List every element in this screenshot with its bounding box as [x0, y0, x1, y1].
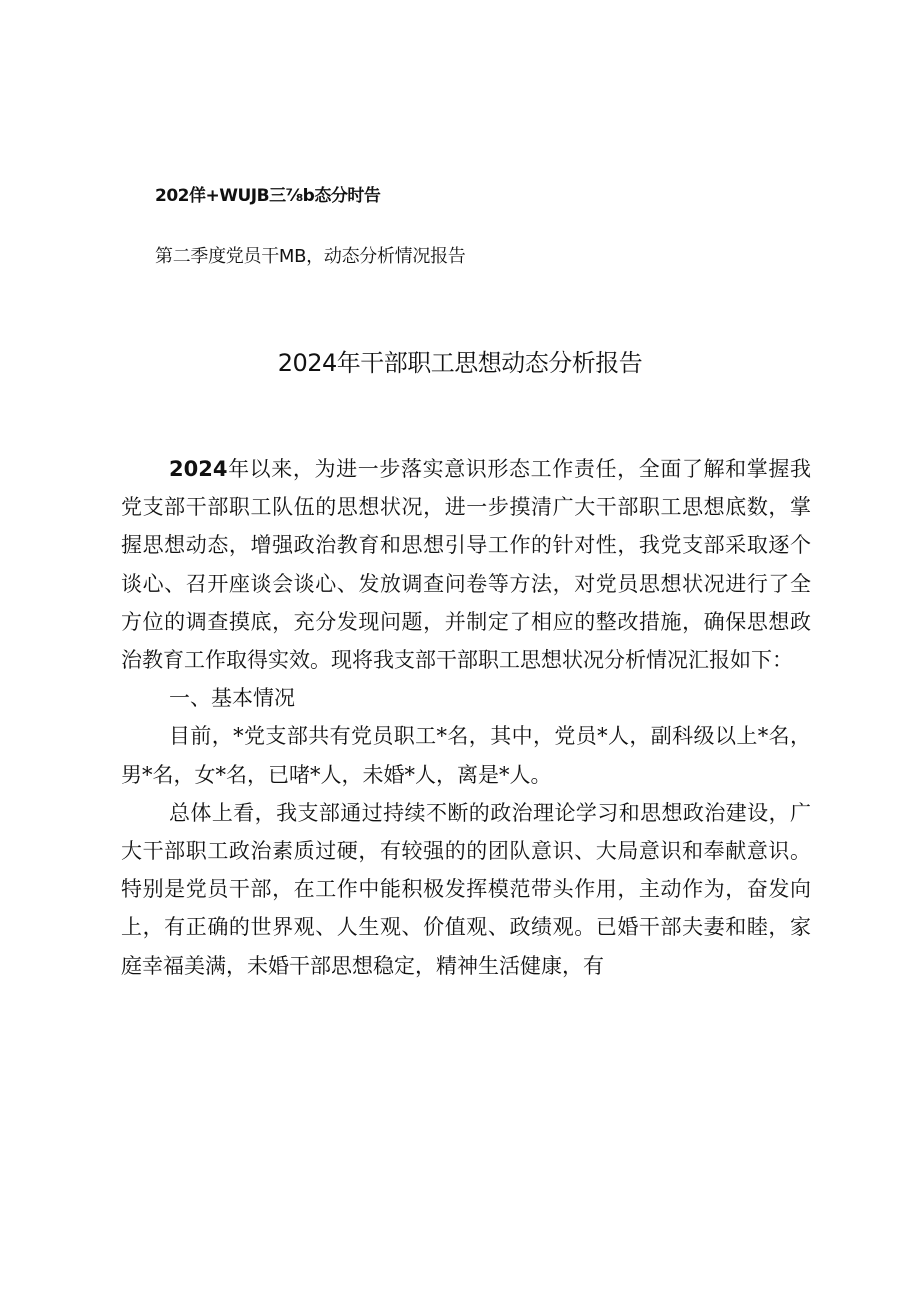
- overall-paragraph: 总体上看，我支部通过持续不断的政治理论学习和思想政治建设，广大干部职工政治素质过硬，有较强的的团队意识、大局意识和奉献意识。特别是党员干部，在工作中能积极发挥模范带头作用，主动作为，奋发向上，有正确的世界观、人生观、价值观、政绩观。已婚干部夫妻和睦，家庭幸福美满，未婚干部思想稳定，精神生活健康，有: [121, 800, 811, 978]
- toc-line-2: 第二季度党员干MB，动态分析情况报告: [155, 246, 466, 267]
- document-body: [121, 450, 811, 985]
- section-heading-basic: 一、基本情况: [169, 686, 295, 711]
- intro-year: 2024: [169, 457, 228, 481]
- basic-info-paragraph: 目前，*党支部共有党员职工*名，其中，党员*人，副科级以上*名，男*名，女*名，已啫*人，未婚*人，离是*人。: [121, 724, 811, 787]
- document-title: 2024年干部职工思想动态分析报告: [277, 349, 643, 377]
- toc-line-1: 202佯+WUJB三⅞b态分时告: [155, 186, 381, 206]
- intro-text: 年以来，为进一步落实意识形态工作责任，全面了解和掌握我党支部干部职工队伍的思想状况，进一步摸清广大干部职工思想底数，掌握思想动态，增强政治教育和思想引导工作的针对性，我党支部采取逐个谈心、召开座谈会谈心、发放调查问卷等方法，对党员思想状况进行了全方位的调查摸底，充分发现问题，并制定了相应的整改措施，确保思想政治教育工作取得实效。现将我支部干部职工思想状况分析情况汇报如下：: [121, 457, 811, 673]
- intro-paragraph: [121, 450, 811, 679]
